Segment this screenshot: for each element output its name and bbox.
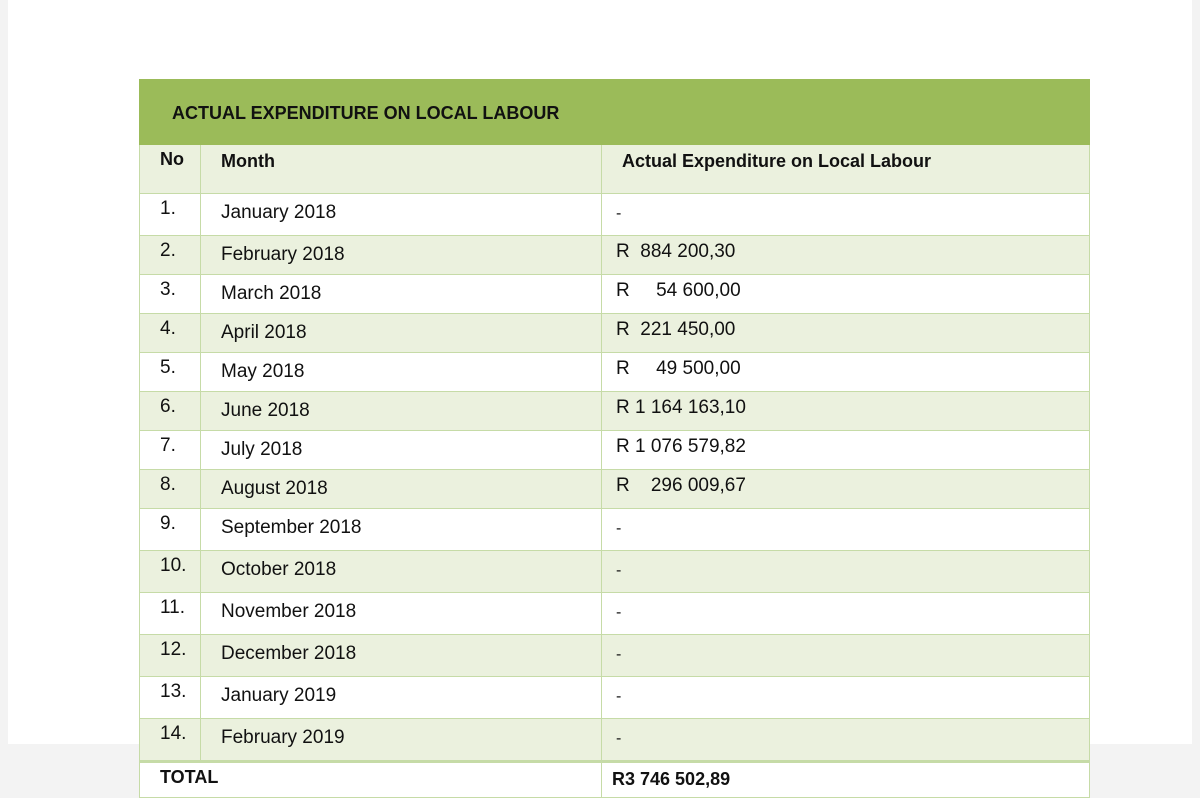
row-month: December 2018 bbox=[201, 635, 602, 677]
row-month: October 2018 bbox=[201, 551, 602, 593]
row-amount: - bbox=[602, 677, 1090, 719]
table-row bbox=[140, 593, 1090, 635]
row-amount: R 221 450,00 bbox=[602, 314, 1090, 353]
table-row bbox=[140, 509, 1090, 551]
table-row bbox=[140, 431, 1090, 470]
row-number: 10. bbox=[140, 551, 201, 593]
table-row bbox=[140, 470, 1090, 509]
row-amount: - bbox=[602, 509, 1090, 551]
row-number: 11. bbox=[140, 593, 201, 635]
row-amount: - bbox=[602, 551, 1090, 593]
row-amount: - bbox=[602, 194, 1090, 236]
table-row bbox=[140, 353, 1090, 392]
table-header-row bbox=[140, 145, 1090, 194]
expenditure-table bbox=[139, 79, 1090, 798]
row-number: 13. bbox=[140, 677, 201, 719]
row-number: 12. bbox=[140, 635, 201, 677]
row-number: 5. bbox=[140, 353, 201, 392]
row-month: August 2018 bbox=[201, 470, 602, 509]
row-number: 4. bbox=[140, 314, 201, 353]
row-number: 2. bbox=[140, 236, 201, 275]
document-page bbox=[8, 0, 1192, 789]
table-title-row bbox=[140, 80, 1090, 145]
row-amount: R 1 076 579,82 bbox=[602, 431, 1090, 470]
row-month: February 2018 bbox=[201, 236, 602, 275]
header-amount: Actual Expenditure on Local Labour bbox=[602, 145, 1090, 194]
row-amount: R 54 600,00 bbox=[602, 275, 1090, 314]
header-no: No bbox=[140, 145, 201, 194]
row-amount: R 1 164 163,10 bbox=[602, 392, 1090, 431]
total-label: TOTAL bbox=[140, 762, 602, 798]
row-amount: - bbox=[602, 719, 1090, 762]
row-month: September 2018 bbox=[201, 509, 602, 551]
table-row bbox=[140, 314, 1090, 353]
row-month: June 2018 bbox=[201, 392, 602, 431]
row-amount: R 49 500,00 bbox=[602, 353, 1090, 392]
table-title: ACTUAL EXPENDITURE ON LOCAL LABOUR bbox=[140, 80, 1090, 145]
row-number: 3. bbox=[140, 275, 201, 314]
total-amount: R3 746 502,89 bbox=[602, 762, 1090, 798]
row-number: 14. bbox=[140, 719, 201, 762]
header-month: Month bbox=[201, 145, 602, 194]
row-month: January 2019 bbox=[201, 677, 602, 719]
row-month: November 2018 bbox=[201, 593, 602, 635]
row-month: July 2018 bbox=[201, 431, 602, 470]
table-row bbox=[140, 194, 1090, 236]
row-month: May 2018 bbox=[201, 353, 602, 392]
table-row bbox=[140, 551, 1090, 593]
row-month: February 2019 bbox=[201, 719, 602, 762]
table-total-row bbox=[140, 762, 1090, 798]
table-row bbox=[140, 236, 1090, 275]
table-row bbox=[140, 719, 1090, 762]
table-row bbox=[140, 635, 1090, 677]
row-month: March 2018 bbox=[201, 275, 602, 314]
table-row bbox=[140, 677, 1090, 719]
row-number: 9. bbox=[140, 509, 201, 551]
row-number: 1. bbox=[140, 194, 201, 236]
row-number: 6. bbox=[140, 392, 201, 431]
row-number: 8. bbox=[140, 470, 201, 509]
table-row bbox=[140, 392, 1090, 431]
row-month: January 2018 bbox=[201, 194, 602, 236]
table-row bbox=[140, 275, 1090, 314]
row-amount: - bbox=[602, 593, 1090, 635]
row-number: 7. bbox=[140, 431, 201, 470]
row-amount: - bbox=[602, 635, 1090, 677]
row-month: April 2018 bbox=[201, 314, 602, 353]
row-amount: R 884 200,30 bbox=[602, 236, 1090, 275]
row-amount: R 296 009,67 bbox=[602, 470, 1090, 509]
